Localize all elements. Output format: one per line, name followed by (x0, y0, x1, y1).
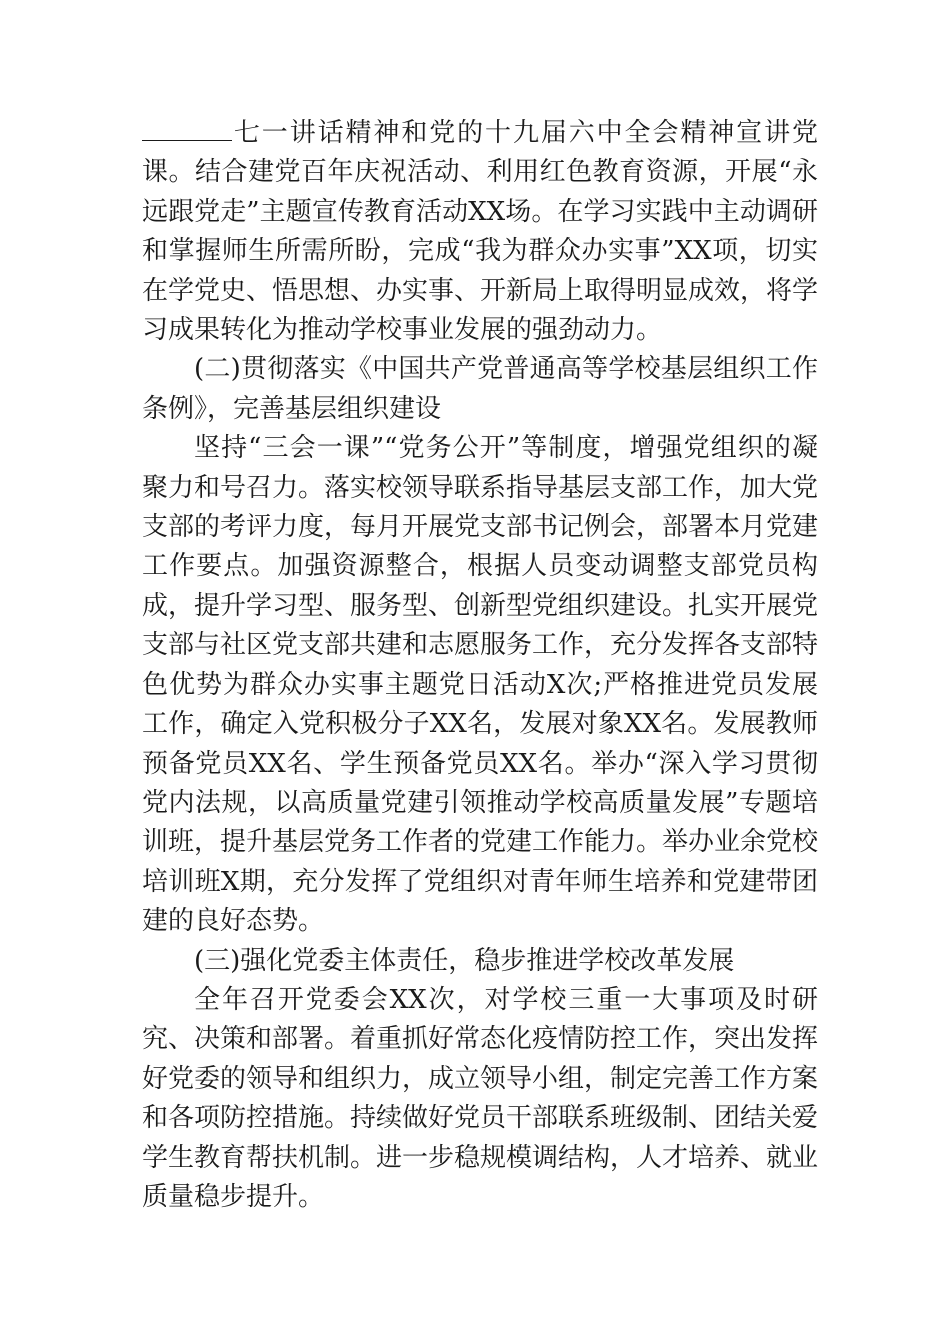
section-heading-2: (二)贯彻落实《中国共产党普通高等学校基层组织工作条例》，完善基层组织建设 (142, 354, 818, 424)
paragraph-organization: 坚持“三会一课”“党务公开”等制度，增强党组织的凝聚力和号召力。落实校领导联系指导基层支部工作，加大党支部的考评力度，每月开展党支部书记例会，部署本月党建工作要点。加强资源整合，根据人员变动调整支部党员构成，提升学习型、服务型、创新型党组织建设。扎实开展党支部与社区党支部共建和志愿服务工作，充分发挥各支部特色优势为群众办实事主题党日活动X次;严格推进党员发展工作，确定入党积极分子XX名，发展对象XX名。发展教师预备党员XX名、学生预备党员XX名。举办“深入学习贯彻党内法规，以高质量党建引领推动学校高质量发展”专题培训班，提升基层党务工作者的党建工作能力。举办业余党校培训班X期，充分发挥了党组织对青年师生培养和党建带团建的良好态势。 (142, 433, 819, 937)
paragraph-reform: 全年召开党委会XX次，对学校三重一大事项及时研究、决策和部署。着重抓好常态化疫情防控工作，突出发挥好党委的领导和组织力，成立领导小组，制定完善工作方案和各项防控措施。持续做好党员干部联系班级制、团结关爱学生教育帮扶机制。进一步稳规模调结构，人才培养、就业质量稳步提升。 (142, 984, 819, 1212)
paragraph-continuation (142, 114, 818, 350)
fill-in-blank-line (142, 116, 232, 141)
section-heading-3: (三)强化党委主体责任，稳步推进学校改革发展 (194, 945, 735, 976)
document-body (142, 114, 818, 1217)
paragraph-text: 七一讲话精神和党的十九届六中全会精神宣讲党课。结合建党百年庆祝活动、利用红色教育资源，开展“永远跟党走”主题宣传教育活动XX场。在学习实践中主动调研和掌握师生所需所盼，完成“我为群众办实事”XX项，切实在学党史、悟思想、办实事、开新局上取得明显成效，将学习成果转化为推动学校事业发展的强劲动力。 (142, 118, 819, 346)
